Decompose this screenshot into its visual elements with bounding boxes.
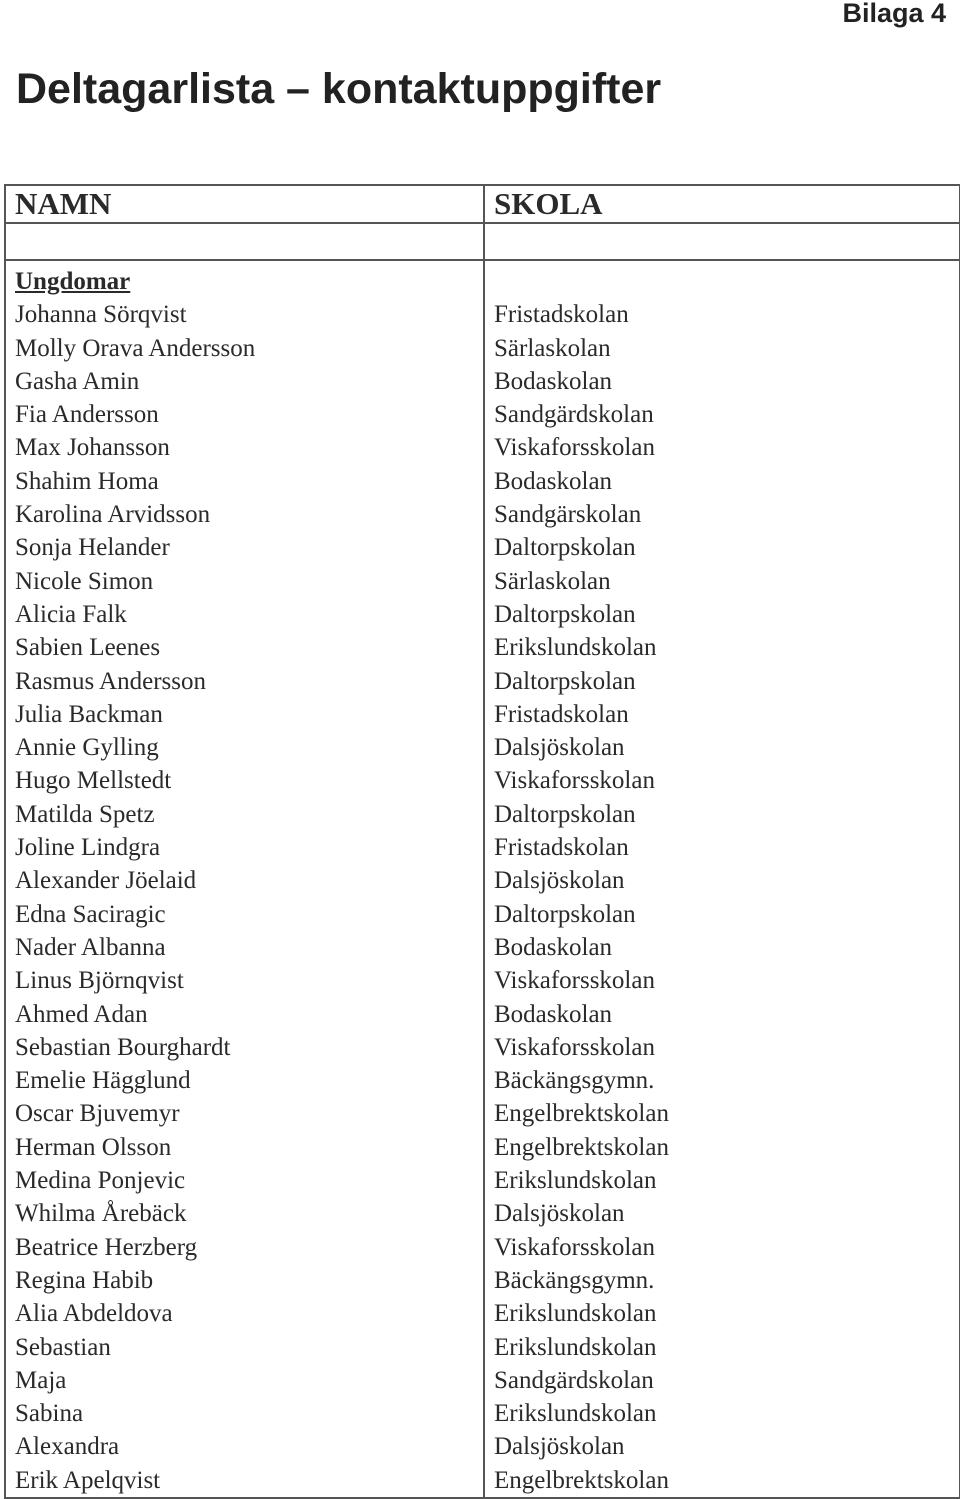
participant-school: Daltorpskolan (494, 667, 636, 695)
participant-name: Regina Habib (15, 1266, 154, 1294)
participant-school: Dalsjöskolan (494, 1433, 625, 1461)
participant-school: Viskaforsskolan (494, 1033, 655, 1061)
entries-row (5, 260, 960, 1498)
participant-school: Viskaforsskolan (494, 967, 655, 995)
participant-name: Herman Olsson (15, 1133, 172, 1161)
section-label: Ungdomar (15, 268, 131, 295)
participant-school: Bodaskolan (494, 367, 613, 395)
participant-name: Hugo Mellstedt (15, 767, 172, 795)
participant-name: Maja (15, 1366, 67, 1394)
table-header-row (5, 185, 960, 223)
participant-name: Whilma Årebäck (15, 1200, 187, 1228)
participant-name: Nicole Simon (15, 567, 154, 595)
participant-school: Bodaskolan (494, 1000, 613, 1028)
participant-name: Karolina Arvidsson (15, 501, 211, 529)
participant-name: Max Johansson (15, 434, 170, 462)
participant-name: Johanna Sörqvist (15, 301, 187, 329)
school-column-cell (484, 260, 960, 1498)
participant-name: Rasmus Andersson (15, 667, 206, 695)
participant-name: Oscar Bjuvemyr (15, 1100, 180, 1128)
participant-name: Sebastian (15, 1333, 111, 1361)
participant-school: Daltorpskolan (494, 534, 636, 562)
appendix-label: Bilaga 4 (842, 0, 946, 28)
participant-school: Erikslundskolan (494, 634, 657, 662)
participant-school: Sandgärdskolan (494, 401, 654, 429)
participant-name: Sabien Leenes (15, 634, 161, 662)
section-spacer (494, 265, 959, 298)
participant-school: Erikslundskolan (494, 1167, 657, 1195)
participant-name: Fia Andersson (15, 401, 159, 429)
participant-school: Särlaskolan (494, 334, 611, 362)
participant-name: Gasha Amin (15, 367, 140, 395)
participant-name: Alia Abdeldova (15, 1300, 173, 1328)
participant-name: Matilda Spetz (15, 800, 155, 828)
participant-name: Beatrice Herzberg (15, 1233, 198, 1261)
participant-school: Bäckängsgymn. (494, 1067, 655, 1095)
column-header-name: NAMN (5, 185, 484, 223)
participant-school: Viskaforsskolan (494, 767, 655, 795)
participant-name: Linus Björnqvist (15, 967, 184, 995)
participant-name: Sonja Helander (15, 534, 170, 562)
participant-name: Emelie Hägglund (15, 1067, 191, 1095)
participant-name: Alicia Falk (15, 600, 127, 628)
participant-name: Annie Gylling (15, 734, 159, 762)
participant-school: Fristadskolan (494, 301, 629, 329)
participant-name: Sebastian Bourghardt (15, 1033, 231, 1061)
participant-school: Sandgärdskolan (494, 1366, 654, 1394)
participant-name: Edna Saciragic (15, 900, 166, 928)
page-title: Deltagarlista – kontaktuppgifter (16, 65, 662, 113)
participant-name: Julia Backman (15, 700, 163, 728)
participant-name: Ahmed Adan (15, 1000, 148, 1028)
participant-school: Bodaskolan (494, 933, 613, 961)
blank-cell-school (484, 223, 960, 260)
participant-school: Daltorpskolan (494, 900, 636, 928)
participant-name: Sabina (15, 1400, 84, 1428)
participant-school: Dalsjöskolan (494, 1200, 625, 1228)
name-column-cell (5, 260, 484, 1498)
participant-school: Erikslundskolan (494, 1400, 657, 1428)
participant-school: Engelbrektskolan (494, 1100, 669, 1128)
blank-row (5, 223, 960, 260)
participant-name: Nader Albanna (15, 933, 166, 961)
participant-name: Alexander Jöelaid (15, 867, 197, 895)
participant-school: Engelbrektskolan (494, 1466, 669, 1494)
participant-name: Shahim Homa (15, 467, 159, 495)
participant-school: Dalsjöskolan (494, 734, 625, 762)
participant-school: Fristadskolan (494, 700, 629, 728)
participant-school: Bodaskolan (494, 467, 613, 495)
participant-table (4, 184, 960, 1499)
participant-school: Daltorpskolan (494, 600, 636, 628)
participant-school: Fristadskolan (494, 834, 629, 862)
participant-school: Erikslundskolan (494, 1300, 657, 1328)
participant-school: Erikslundskolan (494, 1333, 657, 1361)
participant-school: Viskaforsskolan (494, 434, 655, 462)
blank-cell-name (5, 223, 484, 260)
participant-school: Särlaskolan (494, 567, 611, 595)
participant-school: Sandgärskolan (494, 501, 642, 529)
participant-name: Alexandra (15, 1433, 120, 1461)
participant-name: Medina Ponjevic (15, 1167, 186, 1195)
column-header-school: SKOLA (484, 185, 960, 223)
participant-name: Molly Orava Andersson (15, 334, 256, 362)
participant-school: Viskaforsskolan (494, 1233, 655, 1261)
participant-school: Bäckängsgymn. (494, 1266, 655, 1294)
participant-name: Joline Lindgra (15, 834, 161, 862)
participant-school: Engelbrektskolan (494, 1133, 669, 1161)
participant-school: Dalsjöskolan (494, 867, 625, 895)
participant-school: Daltorpskolan (494, 800, 636, 828)
participant-name: Erik Apelqvist (15, 1466, 161, 1494)
